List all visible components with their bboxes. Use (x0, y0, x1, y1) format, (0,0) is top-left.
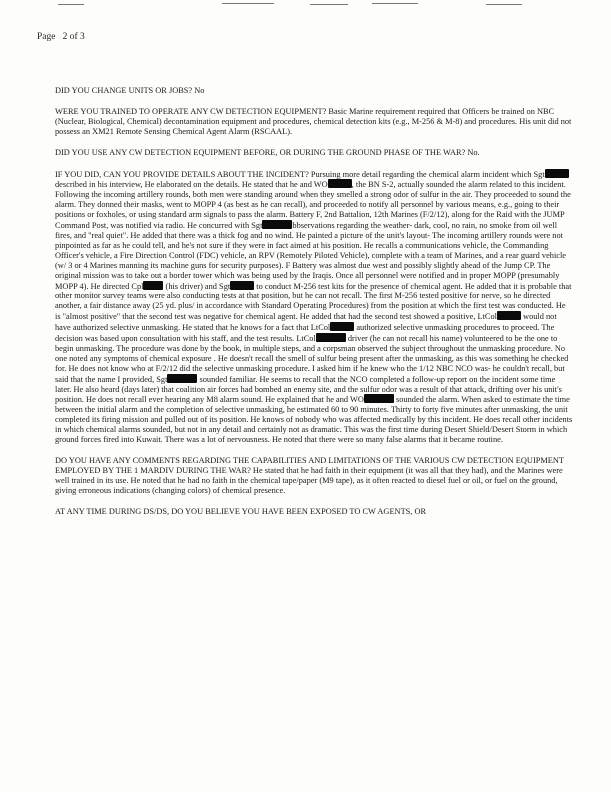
paragraph-text: authorized selective unmasking procedures to proceed. The decision was based upon consultation with his staff, and the test results. LtCol (55, 323, 555, 344)
paragraph-text: IF YOU DID, CAN YOU PROVIDE DETAILS ABOUT THE INCIDENT? Pursuing more detail regarding the chemical alarm incident which Sgt (55, 169, 545, 179)
paragraph-text: AT ANY TIME DURING DS/DS, DO YOU BELIEVE YOU HAVE BEEN EXPOSED TO CW AGENTS, OR (55, 506, 427, 516)
document-paragraph (55, 86, 573, 96)
redaction-block (143, 281, 163, 290)
document-paragraph (55, 169, 573, 445)
paragraph-text: sounded familiar. He seems to recall that the NCO completed a follow-up report on the incident some time later. He also heard (days later) that coalition air forces had bombed an enemy site, and the sulfur odor was a result of that attack, drifting over his unit's position. He does not recall ever hearing any M8 alarm sound. He explained that he and WO (55, 374, 562, 405)
redaction-block (497, 311, 521, 320)
paragraph-text: driver (he can not recall his name) volunteered to be the one to begin unmasking. The procedure was done by the book, in multiple steps, and a corpsman observed the subject throughout the unmasking procedure. No one noted any symptoms of chemical exposure . He doesn't recall the smell of sulfur being present after the unmasking, as this was something he checked for. He does not know who at F/2/12 did the selective unmasking procedure. I asked him if he knew who the 1/12 NBC NCO was- he couldn't recall, but said that the name I provided, Sgt (55, 334, 569, 384)
paragraph-text: WERE YOU TRAINED TO OPERATE ANY CW DETECTION EQUIPMENT? Basic Marine requirement required that Officers be trained on NBC (Nuclear, Biological, Chemical) decontamination equipment and procedures, chemical detection kits (e.g., M-256 & M-8) and procedures. His unit did not possess an XM21 Remote Sensing Chemical Agent Alarm (RSCAAL). (55, 106, 572, 136)
scan-artifact-line (222, 3, 274, 4)
paragraph-text: would not have authorized selective unmasking. He stated that he knows for a fact that LtCol (55, 312, 557, 333)
redaction-block (230, 281, 254, 290)
scan-artifact-line (372, 3, 418, 4)
document-paragraph (55, 456, 573, 496)
redaction-block (328, 179, 352, 188)
paragraph-text: DID YOU CHANGE UNITS OR JOBS? No (55, 86, 205, 95)
paragraph-text: bbservations regarding the weather- dark, cool, no rain, no smoke from oil well fires, and "real quiet". He added that there was a thick fog and no wind. He painted a picture of the unit's layout- The incoming artillery rounds were not pinpointed as far as he could tell, and he's not sure if they were in fact aimed at his position. He recalls a communications vehicle, the Commanding Officer's vehicle, a Fire Direction Control (FDC) vehicle, an RPV (Remotely Piloted Vehicle), complete with a team of Marines, and a rear guard vehicle (w/ 3 or 4 Marines manning its machine guns for security purposes). F Battery was almost due west and possibly slightly ahead of the Jump CP. The original mission was to take out a border tower which was being used by the Iraqis. Once all personnel were notified and in proper MOPP (presumably MOPP 4). He directed Cpl (55, 221, 567, 291)
redaction-block (364, 394, 394, 403)
scan-artifact-line (486, 4, 522, 5)
redaction-block (167, 374, 197, 383)
redaction-block (330, 322, 354, 331)
document-paragraph (55, 107, 573, 137)
document-body (55, 86, 573, 528)
redaction-block (262, 220, 292, 229)
page-number: 2 of 3 (62, 32, 85, 42)
paragraph-text: sounded the alarm. When asked to estimate the time between the initial alarm and the completion of selective unmasking, he estimated 60 to 90 minutes. Thirty to forty five minutes after unmasking, the unit completed its firing mission and pulled out of its position. He knows of nobody who was affected medically by this incident. He does recall other incidents in which chemical alarms sounded, but not in any detail and certainly not as dramatic. This was the first time during Desert Shield/Desert Storm in which ground forces fired into Kuwait. There was a lot of nervousness. He noted that there were so many false alarms that it became routine. (55, 395, 573, 445)
document-paragraph (55, 507, 573, 517)
paragraph-text: (his driver) and Sgt (163, 281, 231, 291)
scan-artifact-line (58, 4, 84, 5)
scan-artifact-line (310, 4, 348, 5)
page-label: Page (37, 32, 56, 42)
redaction-block (316, 333, 346, 342)
document-paragraph (55, 148, 573, 158)
paragraph-text: to conduct M-256 test kits for the presence of chemical agent. He added that it is probable that other monitor survey teams were also conducting tests at that position, but he can not recall. The first M-256 tested positive for nerve, so he directed another, a fair distance away (25 yd. plus/ in accordance with Standard Operating Procedures) from the position at which the first test was conducted. He is "almost positive" that the second test was negative for chemical agent. He added that had the second test showed a positive, LtCol (55, 281, 572, 322)
paragraph-text: DO YOU HAVE ANY COMMENTS REGARDING THE CAPABILITIES AND LIMITATIONS OF THE VARIOUS CW DETECTION EQUIPMENT EMPLOYED BY THE 1 MARDIV DURING THE WAR? He stated that he had faith in their equipment (it was all that they had), and the Marines were well trained in its use. He noted that he had no faith in the chemical tape/paper (M9 tape), as it often reacted to diesel fuel or oil, or fuel on the ground, giving erroneous indications (changing colors) of chemical presence. (55, 456, 564, 495)
paragraph-text: , the BN S-2, actually sounded the alarm related to this incident. Following the incoming artillery rounds, both men were standing around when they smelled a strong odor of sulfur in the air. They proceeded to sound the alarm. They donned their masks, went to MOPP 4 (as best as he can recall), and proceeded to notify all personnel by various means, e.g., going to their positions or foxholes, or using standard arm signals to pass the alarm. Battery F, 2nd Battalion, 12th Marines (F/2/12), along for the Raid with the JUMP Command Post, was notified via radio. He concurred with Sgt (55, 180, 571, 231)
redaction-block (545, 169, 569, 178)
paragraph-text: DID YOU USE ANY CW DETECTION EQUIPMENT BEFORE, OR DURING THE GROUND PHASE OF THE WAR? No. (55, 147, 480, 157)
paragraph-text: described in his interview, He elaborated on the details. He stated that he and WO (55, 180, 328, 190)
page-header (37, 32, 85, 42)
